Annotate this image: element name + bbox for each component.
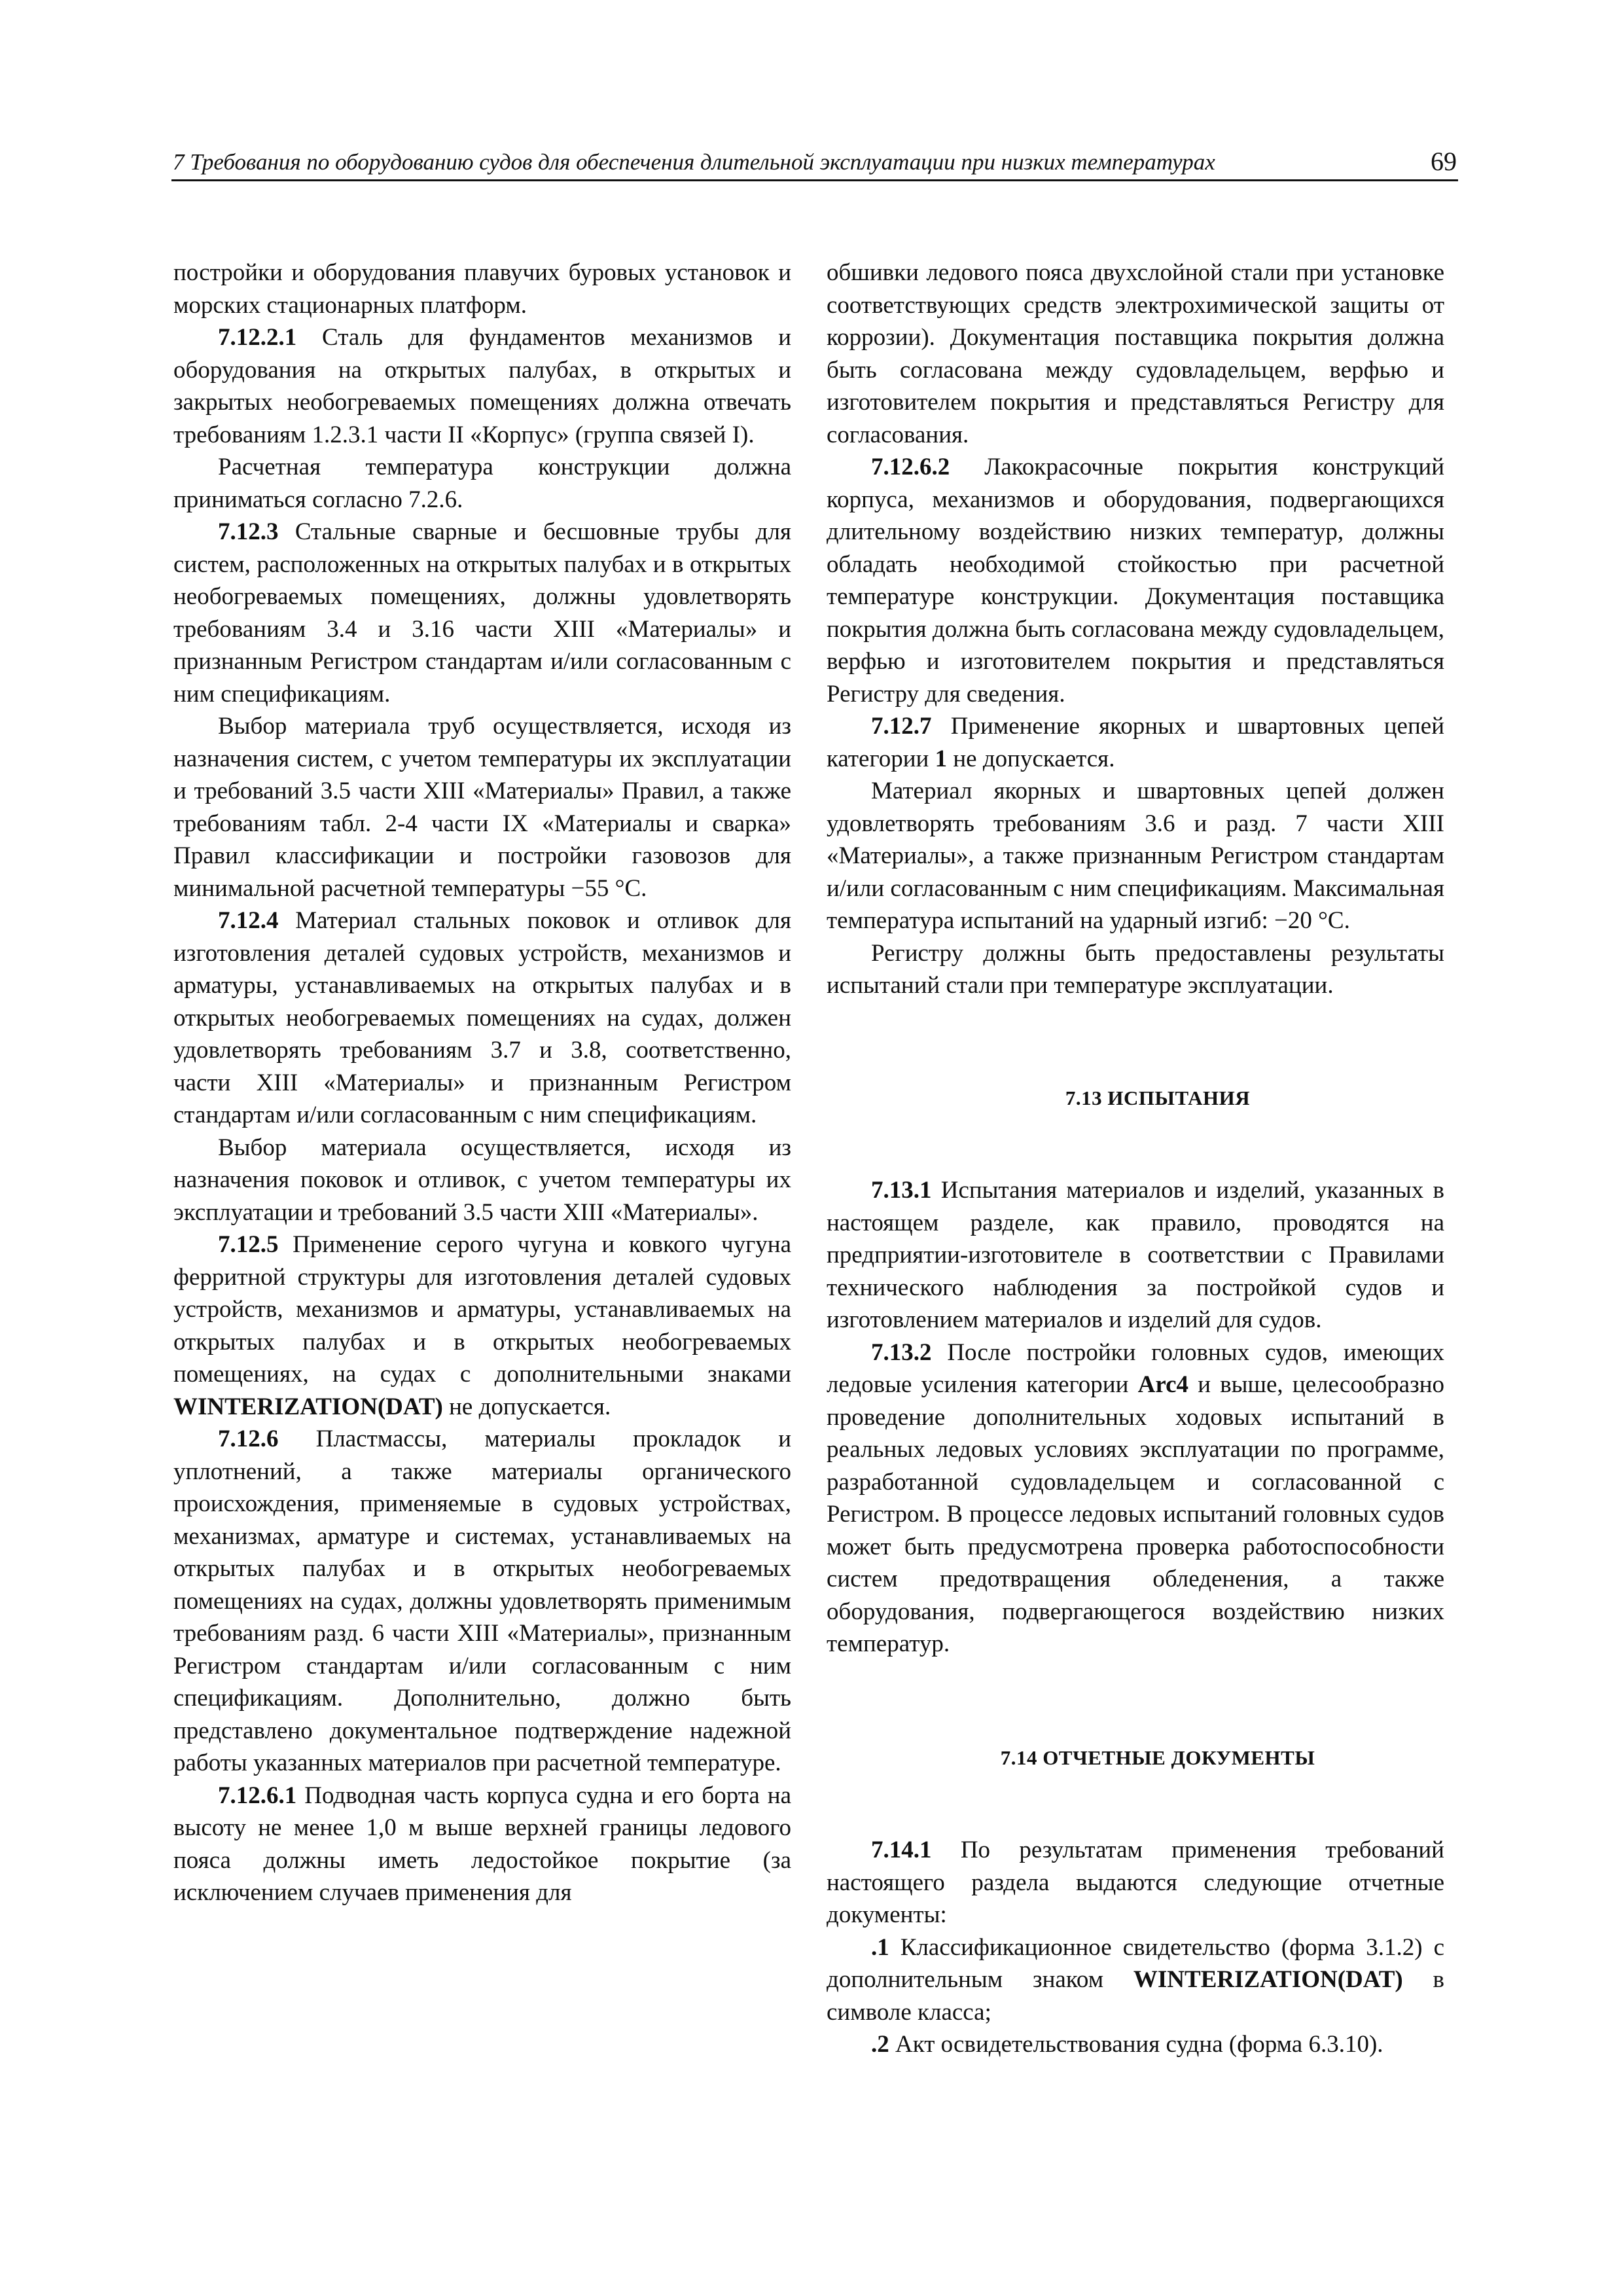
clause-text: Применение серого чугуна и ковкого чугуна ферритной структуры для изготовления деталей судовых устройств, механизмов и арматуры, устанавливаемых на открытых палубах и в открытых необогреваемых помещениях, на судах с дополнительными знаками xyxy=(173,1231,791,1388)
item-text: в символе класса; xyxy=(827,1966,1444,2026)
clause-text: Стальные сварные и бесшовные трубы для систем, расположенных на открытых палубах и в открытых необогреваемых помещениях, должны удовлетворять требованиям 3.4 и 3.16 части XIII «Материалы» и признанным Регистром стандартам и/или согласованным с ним спецификациям. xyxy=(173,518,791,708)
paragraph: обшивки ледового пояса двухслойной стали при установке соответствующих средств электрохимической защиты от коррозии). Документация поставщика покрытия должна быть согласована между судовладельцем, верфью и изготовителем покрытия и представляться Регистру для согласования. xyxy=(827,259,1444,448)
clause-number: 7.13.1 xyxy=(871,1177,932,1204)
paragraph-7-12-7 xyxy=(827,710,1444,775)
section-heading-7-13: 7.13 ИСПЫТАНИЯ xyxy=(1065,1086,1251,1109)
class-notation: WINTERIZATION(DAT) xyxy=(173,1393,443,1420)
clause-text: Лакокрасочные покрытия конструкций корпуса, механизмов и оборудования, подвергающихся длительному воздействию низких температур, должны обладать необходимой стойкостью при расчетной температуре конструкции. Документация поставщика покрытия должна быть согласована между судовладельцем, верфью и изготовителем покрытия и представляться Регистру для сведения. xyxy=(827,454,1444,708)
paragraph-7-12-5 xyxy=(173,1229,791,1423)
paragraph: Расчетная температура конструкции должна приниматься согласно 7.2.6. xyxy=(173,454,791,513)
right-column xyxy=(827,257,1444,2061)
clause-number: 7.12.6 xyxy=(218,1426,279,1452)
paragraph-7-12-6-1 xyxy=(173,1780,791,1909)
ice-class: Arc4 xyxy=(1137,1371,1189,1398)
chain-category: 1 xyxy=(935,745,948,772)
clause-text: По результатам применения требований настоящего раздела выдаются следующие отчетные документы: xyxy=(827,1837,1444,1928)
clause-number: 7.12.7 xyxy=(871,713,932,740)
item-text: Классификационное свидетельство (форма 3.1.2) с дополнительным знаком xyxy=(827,1933,1444,1993)
class-notation: WINTERIZATION(DAT) xyxy=(1133,1966,1403,1993)
paragraph: Материал якорных и швартовных цепей должен удовлетворять требованиям 3.6 и разд. 7 части XIII «Материалы», а также признанным Регистром стандартам и/или согласованным с ним спецификациям. Максимальная температура испытаний на ударный изгиб: −20 °С. xyxy=(827,778,1444,934)
left-column xyxy=(173,257,791,1909)
paragraph-7-13-1 xyxy=(827,1174,1444,1336)
page-number: 69 xyxy=(1431,147,1457,176)
clause-text: Сталь для фундаментов механизмов и оборудования на открытых палубах, в открытых и закрытых необогреваемых помещениях должна отвечать требованиям 1.2.3.1 части II «Корпус» (группа связей I). xyxy=(173,324,791,448)
item-number: .1 xyxy=(871,1933,889,1961)
clause-number: 7.12.2.1 xyxy=(218,324,297,351)
clause-text: Пластмассы, материалы прокладок и уплотнений, а также материалы органического происхождения, применяемые в судовых устройствах, механизмах, арматуре и системах, устанавливаемых на открытых палубах и в открытых необогреваемых помещениях на судах, должны удовлетворять применимым требованиям разд. 6 части XIII «Материалы», признанным Регистром стандартам и/или согласованным с ним спецификациям. Дополнительно, должно быть представлено документальное подтверждение надежной работы указанных материалов при расчетной температуре. xyxy=(173,1426,791,1776)
paragraph: Регистру должны быть предоставлены результаты испытаний стали при температуре эксплуатации. xyxy=(827,939,1444,999)
clause-text: и выше, целесообразно проведение дополнительных ходовых испытаний в реальных ледовых условиях эксплуатации по программе, разработанной судовладельцем и согласованной с Регистром. В процессе ледовых испытаний головных судов может быть предусмотрена проверка работоспособности систем предотвращения обледенения, а также оборудования, подвергающегося воздействию низких температур. xyxy=(827,1371,1444,1657)
clause-text: Применение якорных и швартовных цепей категории xyxy=(827,713,1444,772)
clause-number: 7.12.6.2 xyxy=(871,454,950,480)
clause-number: 7.14.1 xyxy=(871,1837,932,1863)
paragraph-7-14-1 xyxy=(827,1834,1444,1931)
clause-number: 7.12.6.1 xyxy=(218,1782,297,1809)
running-header xyxy=(171,143,1458,181)
clause-number: 7.12.4 xyxy=(218,907,279,934)
paragraph-7-12-4 xyxy=(173,905,791,1132)
paragraph-7-12-6-2 xyxy=(827,451,1444,710)
clause-text: Испытания материалов и изделий, указанных в настоящем разделе, как правило, проводятся на предприятии-изготовителе в соответствии с Правилами технического наблюдения за постройкой судов и изготовлением материалов и изделий для судов. xyxy=(827,1177,1444,1333)
clause-number: 7.13.2 xyxy=(871,1338,932,1366)
paragraph: Выбор материала труб осуществляется, исходя из назначения систем, с учетом температуры их эксплуатации и требований 3.5 части XIII «Материалы» Правил, а также требованиям табл. 2-4 части IX «Материалы и сварка» Правил классификации и постройки газовозов для минимальной расчетной температуры −55 °С. xyxy=(173,713,791,902)
paragraph: Выбор материала осуществляется, исходя из назначения поковок и отливок, с учетом температуры их эксплуатации и требований 3.5 части XIII «Материалы». xyxy=(173,1134,791,1226)
clause-number: 7.12.5 xyxy=(218,1231,279,1258)
clause-text: После постройки головных судов, имеющих ледовые усиления категории xyxy=(827,1338,1444,1398)
paragraph-7-12-3 xyxy=(173,516,791,710)
list-item-1 xyxy=(827,1931,1444,2029)
clause-number: 7.12.3 xyxy=(218,518,279,545)
item-text: Акт освидетельствования судна (форма 6.3.10). xyxy=(889,2031,1383,2058)
clause-text: Материал стальных поковок и отливок для изготовления деталей судовых устройств, механизмов и арматуры, устанавливаемых на открытых палубах и в открытых необогреваемых помещениях на судах, должен удовлетворять требованиям 3.7 и 3.8, соответственно, части XIII «Материалы» и признанным Регистром стандартам и/или согласованным с ним спецификациям. xyxy=(173,907,791,1128)
paragraph-7-13-2 xyxy=(827,1336,1444,1660)
paragraph-7-12-2-1 xyxy=(173,321,791,451)
running-header-title: 7 Требования по оборудованию судов для обеспечения длительной эксплуатации при низких температурах xyxy=(173,149,1215,175)
clause-text: не допускается. xyxy=(442,1393,611,1420)
section-heading-7-14: 7.14 ОТЧЕТНЫЕ ДОКУМЕНТЫ xyxy=(1000,1746,1315,1769)
item-number: .2 xyxy=(871,2031,889,2058)
clause-text: не допускается. xyxy=(947,745,1115,772)
list-item-2 xyxy=(827,2028,1444,2061)
clause-text: Подводная часть корпуса судна и его борта на высоту не менее 1,0 м выше верхней границы ледового пояса должны иметь ледостойкое покрытие (за исключением случаев применения для xyxy=(173,1782,791,1906)
paragraph-7-12-6 xyxy=(173,1423,791,1780)
paragraph: постройки и оборудования плавучих буровых установок и морских стационарных платформ. xyxy=(173,259,791,319)
